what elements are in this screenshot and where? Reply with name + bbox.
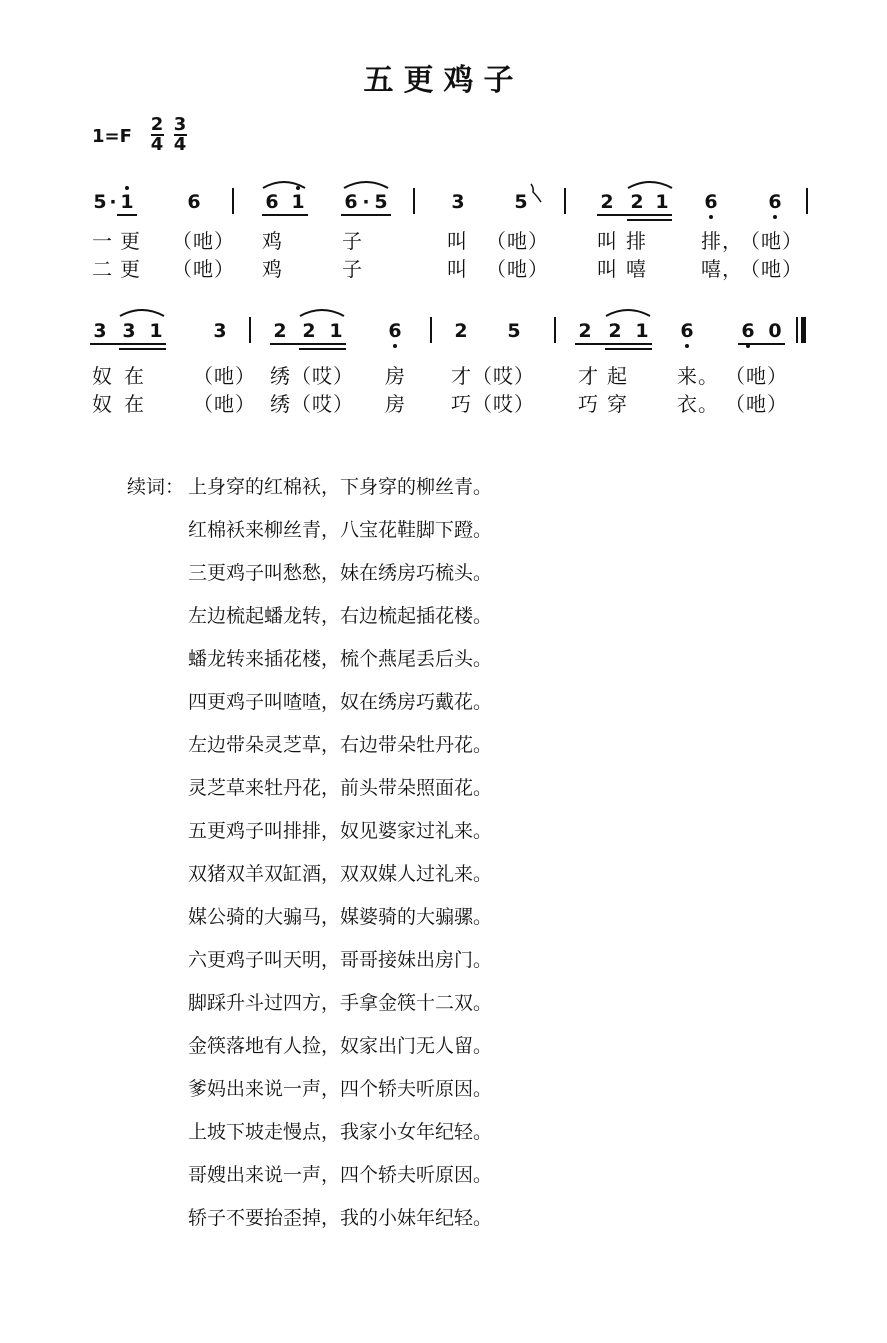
lyric: 更 bbox=[120, 257, 141, 281]
barline bbox=[564, 188, 566, 214]
note: 6 bbox=[704, 191, 718, 213]
lyric: 巧 bbox=[578, 392, 599, 416]
lyric: （吔） bbox=[193, 364, 256, 388]
lyric: （吔） bbox=[725, 392, 788, 416]
low-octave-dot bbox=[773, 215, 777, 219]
note: 0 bbox=[768, 320, 782, 342]
note: 1 bbox=[120, 191, 134, 213]
note: 1 bbox=[329, 320, 343, 342]
note: 5 bbox=[93, 191, 107, 213]
song-title: 五更鸡子 bbox=[363, 63, 524, 98]
lyric: 一 bbox=[92, 229, 113, 253]
lyric: 奴 bbox=[92, 364, 113, 388]
lyric: （吔） bbox=[172, 229, 235, 253]
high-octave-dot bbox=[296, 186, 300, 190]
lyric: 衣。 bbox=[677, 392, 719, 416]
note: 1 bbox=[291, 191, 305, 213]
underline bbox=[738, 343, 785, 345]
continuation-line: 哥嫂出来说一声，四个轿夫听原因。 bbox=[188, 1164, 493, 1186]
underline bbox=[119, 348, 166, 350]
note: 2 bbox=[608, 320, 622, 342]
slur bbox=[260, 176, 308, 190]
lyric: 二 bbox=[92, 257, 113, 281]
lyric: 穿 bbox=[607, 392, 628, 416]
underline bbox=[597, 214, 672, 216]
meter-denominator: 4 bbox=[150, 134, 164, 155]
slur bbox=[341, 176, 391, 190]
note: 1 bbox=[655, 191, 669, 213]
note: 2 bbox=[302, 320, 316, 342]
continuation-line: 脚踩升斗过四方，手拿金筷十二双。 bbox=[188, 992, 493, 1014]
lyric: 嘻 bbox=[626, 257, 647, 281]
continuation-line: 蟠龙转来插花楼，梳个燕尾丢后头。 bbox=[188, 648, 493, 670]
barline bbox=[430, 317, 432, 343]
continuation-line: 灵芝草来牡丹花，前头带朵照面花。 bbox=[188, 777, 493, 799]
note: 2 bbox=[600, 191, 614, 213]
continuation-line: 爹妈出来说一声，四个轿夫听原因。 bbox=[188, 1078, 493, 1100]
slur bbox=[297, 304, 347, 318]
lyric: 在 bbox=[124, 392, 145, 416]
note: 3 bbox=[213, 320, 227, 342]
continuation-line: 上坡下坡走慢点，我家小女年纪轻。 bbox=[188, 1121, 493, 1143]
lyric: 房 bbox=[385, 392, 406, 416]
final-barline-thin bbox=[796, 317, 798, 343]
lyric: 更 bbox=[120, 229, 141, 253]
meter-numerator: 3 bbox=[173, 114, 187, 135]
lyric: 子 bbox=[342, 257, 363, 281]
note: 1 bbox=[635, 320, 649, 342]
lyric: 子 bbox=[342, 229, 363, 253]
barline bbox=[413, 188, 415, 214]
note: 6 bbox=[768, 191, 782, 213]
note: 6 bbox=[344, 191, 358, 213]
continuation-line: 三更鸡子叫愁愁，妹在绣房巧梳头。 bbox=[188, 562, 493, 584]
lyric: 巧（哎） bbox=[451, 392, 535, 416]
slur bbox=[117, 304, 167, 318]
note: 5 bbox=[507, 320, 521, 342]
continuation-line: 五更鸡子叫排排，奴见婆家过礼来。 bbox=[188, 820, 493, 842]
lyric: （吔） bbox=[172, 257, 235, 281]
note: 6 bbox=[265, 191, 279, 213]
continuation-line: 四更鸡子叫喳喳，奴在绣房巧戴花。 bbox=[188, 691, 493, 713]
underline bbox=[262, 214, 308, 216]
note: 3 bbox=[93, 320, 107, 342]
lyric: 鸡 bbox=[262, 229, 283, 253]
continuation-line: 左边梳起蟠龙转，右边梳起插花楼。 bbox=[188, 605, 493, 627]
continuation-line: 轿子不要抬歪掉，我的小妹年纪轻。 bbox=[188, 1207, 493, 1229]
time-signature-2-4 bbox=[150, 114, 164, 155]
time-signature-3-4 bbox=[173, 114, 187, 155]
lyric: 绣（哎） bbox=[270, 364, 354, 388]
lyric: （吔） bbox=[725, 364, 788, 388]
underline bbox=[90, 343, 166, 345]
note: 3 bbox=[122, 320, 136, 342]
lyric: 绣（哎） bbox=[270, 392, 354, 416]
underline bbox=[575, 343, 652, 345]
barline bbox=[806, 188, 808, 214]
meter-numerator: 2 bbox=[150, 114, 164, 135]
underline bbox=[270, 343, 346, 345]
note: 2 bbox=[630, 191, 644, 213]
underline bbox=[341, 214, 391, 216]
lyric: （吔） bbox=[193, 392, 256, 416]
note: 6 bbox=[741, 320, 755, 342]
underline bbox=[605, 348, 652, 350]
note: 3 bbox=[451, 191, 465, 213]
note: 6 bbox=[187, 191, 201, 213]
barline bbox=[232, 188, 234, 214]
lyric: （吔） bbox=[740, 229, 803, 253]
lyric: 叫 bbox=[447, 257, 468, 281]
low-octave-dot bbox=[709, 215, 713, 219]
note: 1 bbox=[149, 320, 163, 342]
note: 5 bbox=[514, 191, 528, 213]
note: 6 bbox=[388, 320, 402, 342]
continuation-line: 六更鸡子叫天明，哥哥接妹出房门。 bbox=[188, 949, 493, 971]
underline bbox=[117, 214, 137, 216]
augmentation-dot: · bbox=[109, 191, 117, 213]
lyric: 叫 bbox=[447, 229, 468, 253]
underline bbox=[299, 348, 346, 350]
lyric: 来。 bbox=[677, 364, 719, 388]
lyric: 奴 bbox=[92, 392, 113, 416]
lyric: 房 bbox=[385, 364, 406, 388]
note: 2 bbox=[454, 320, 468, 342]
lyric: （吔） bbox=[486, 257, 549, 281]
continuation-line: 媒公骑的大骟马，媒婆骑的大骟骡。 bbox=[188, 906, 493, 928]
augmentation-dot: · bbox=[362, 191, 370, 213]
lyric: 排， bbox=[701, 229, 743, 253]
continuation-line: 左边带朵灵芝草，右边带朵牡丹花。 bbox=[188, 734, 493, 756]
lyric: 嘻， bbox=[701, 257, 743, 281]
lyric: 才（哎） bbox=[451, 364, 535, 388]
lyric: 起 bbox=[607, 364, 628, 388]
note: 2 bbox=[273, 320, 287, 342]
note: 5 bbox=[374, 191, 388, 213]
lyric: 排 bbox=[626, 229, 647, 253]
continuation-lyrics bbox=[188, 466, 492, 1240]
high-octave-dot bbox=[125, 186, 129, 190]
key-signature: 1=F bbox=[92, 126, 132, 147]
lyric: 叫 bbox=[597, 229, 618, 253]
glissando-mark bbox=[529, 182, 545, 206]
barline bbox=[249, 317, 251, 343]
continuation-line: 双猪双羊双缸酒，双双媒人过礼来。 bbox=[188, 863, 493, 885]
continuation-line: 金筷落地有人捡，奴家出门无人留。 bbox=[188, 1035, 493, 1057]
low-octave-dot bbox=[393, 344, 397, 348]
lyric: （吔） bbox=[486, 229, 549, 253]
lyric: （吔） bbox=[740, 257, 803, 281]
note: 2 bbox=[578, 320, 592, 342]
final-barline-thick bbox=[801, 317, 806, 343]
slur bbox=[603, 304, 653, 318]
lyric: 才 bbox=[578, 364, 599, 388]
low-octave-dot bbox=[685, 344, 689, 348]
continuation-line: 上身穿的红棉袄，下身穿的柳丝青。 bbox=[188, 476, 493, 498]
underline bbox=[627, 219, 672, 221]
lyric: 叫 bbox=[597, 257, 618, 281]
slur bbox=[625, 176, 675, 190]
lyric: 在 bbox=[124, 364, 145, 388]
meter-denominator: 4 bbox=[173, 134, 187, 155]
continuation-line: 红棉袄来柳丝青，八宝花鞋脚下蹬。 bbox=[188, 519, 493, 541]
continuation-label: 续词： bbox=[127, 476, 185, 498]
lyric: 鸡 bbox=[262, 257, 283, 281]
note: 6 bbox=[680, 320, 694, 342]
barline bbox=[554, 317, 556, 343]
